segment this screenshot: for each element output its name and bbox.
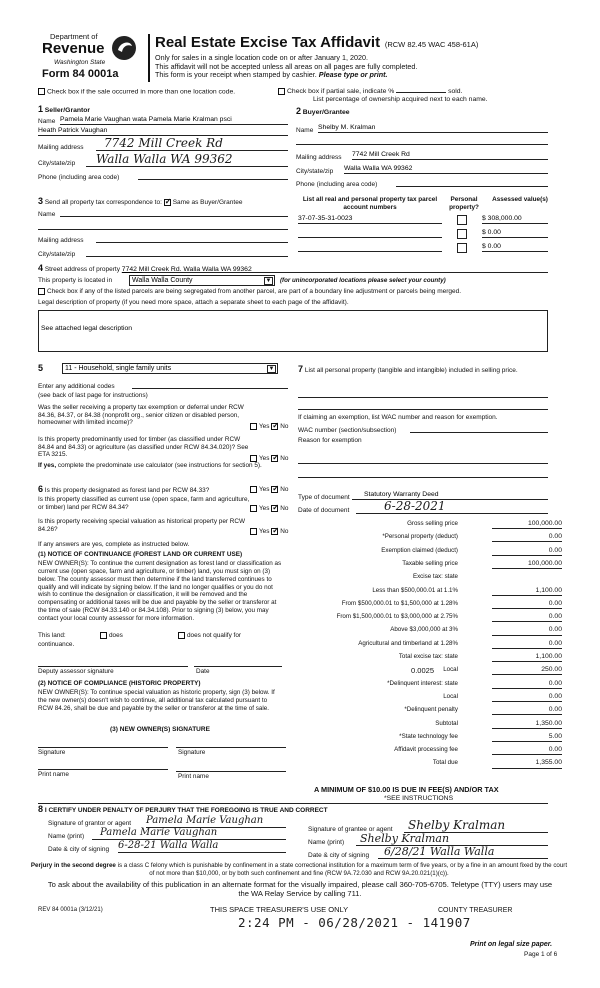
tax-row-label: Excise tax: state bbox=[412, 573, 458, 581]
parcel-number-3[interactable] bbox=[298, 243, 442, 252]
local-rate-value: 0.0025 bbox=[411, 666, 434, 676]
tax-row-value[interactable]: 0.00 bbox=[492, 613, 562, 622]
deputy-date-field[interactable] bbox=[194, 659, 282, 667]
this-land-label: This land: bbox=[38, 632, 66, 639]
seller-address-value[interactable]: 7742 Mill Creek Rd bbox=[96, 136, 288, 151]
tax-row-label: Total excise tax: state bbox=[398, 653, 458, 660]
historic-no-checkbox[interactable] bbox=[271, 528, 278, 535]
tax-row-value[interactable]: 0.00 bbox=[492, 746, 562, 755]
seller-address-label: Mailing address bbox=[38, 144, 84, 151]
additional-codes-note: (see back of last page for instructions) bbox=[38, 392, 148, 399]
exemption-reason-field-1[interactable] bbox=[298, 456, 548, 464]
revision-number: REV 84 0001a (3/12/21) bbox=[38, 907, 103, 913]
header-note-1: Only for sales in a single location code on or after January 1, 2020. bbox=[155, 53, 368, 62]
section8-top-line bbox=[38, 803, 548, 804]
page-number: Page 1 of 6 bbox=[524, 951, 558, 958]
current-use-no-label: No bbox=[280, 505, 289, 513]
grantor-signature-value[interactable]: Pamela Marie Vaughan bbox=[146, 815, 286, 828]
see-instructions-note: *SEE INSTRUCTIONS bbox=[384, 795, 454, 802]
tax-row-label: Agricultural and timberland at 1.28% bbox=[358, 639, 458, 647]
timber-question: Is this property predominantly used for timber (as classified under RCW 84.84 and 84.33) or agriculture (as classified under RCW 84.34.020)? See ETA 3215. bbox=[38, 436, 249, 459]
timber-if-yes: If yes, bbox=[38, 462, 57, 469]
land-does-checkbox[interactable] bbox=[100, 632, 107, 639]
personal-col-header: Personal property? bbox=[449, 196, 479, 211]
current-use-yes-checkbox[interactable] bbox=[250, 505, 257, 512]
section8-number: 8 bbox=[38, 804, 44, 814]
additional-codes-field[interactable] bbox=[132, 381, 288, 389]
tax-row-value[interactable]: 1,100.00 bbox=[492, 587, 562, 596]
tax-row-label: *State technology fee bbox=[399, 732, 458, 740]
historic-question: Is this property receiving special valuation as historical property per RCW 84.26? bbox=[38, 518, 246, 533]
continuance-text: NEW OWNER(S): To continue the current designation as forest land or classification as current use (open space, farm and agriculture, or timber) land, you must sign on (3) below. The county assessor must then determine if the land transferred continues to qualify and will indicate by signing below. If the land no longer qualifies or you do not wish to continue the designation or classification, it will be removed and the compensating or additional taxes will be due and payable by the seller or transferor at the time of sale (RCW 84.33.140 or 84.34.108). Prior to signing (3) below, you may contact your local county assessor for more information. bbox=[38, 560, 282, 623]
new-owner-signature-2[interactable] bbox=[176, 740, 286, 748]
assessed-value-3[interactable]: $ 0.00 bbox=[482, 243, 548, 252]
tax-row bbox=[300, 587, 562, 599]
section3-heading bbox=[38, 196, 242, 207]
legal-description-box[interactable] bbox=[38, 310, 548, 352]
historic-yes-checkbox[interactable] bbox=[250, 528, 257, 535]
tax-row bbox=[300, 573, 562, 585]
personal-property-field-2[interactable] bbox=[298, 402, 548, 410]
grantee-name-print-value[interactable]: Shelby Kralman bbox=[356, 832, 548, 846]
tax-row-value[interactable]: 0.00 bbox=[492, 693, 562, 702]
alternate-format-notice: To ask about the availability of this publication in an alternate format for the visually impaired, please call 360-705-6705. Teletype (TTY) users may use the WA Relay Service by calling 711. bbox=[47, 880, 553, 898]
form-title: Real Estate Excise Tax Affidavit bbox=[155, 34, 381, 51]
use-code-value: 11 - Household, single family units bbox=[65, 365, 172, 372]
timber-no-label: No bbox=[280, 455, 289, 463]
dept-line1: Department of bbox=[50, 32, 98, 41]
section3-name-field[interactable] bbox=[60, 209, 288, 217]
wac-number-field[interactable] bbox=[410, 425, 548, 433]
historic-yes-label: Yes bbox=[259, 528, 270, 536]
tax-row bbox=[300, 680, 562, 692]
claim-exemption-label: If claiming an exemption, list WAC number and reason for exemption. bbox=[298, 414, 498, 421]
legal-label: Legal description of property (if you need more space, attach a separate sheet to each page of the affidavit). bbox=[38, 299, 349, 306]
tax-row-value[interactable]: 0.00 bbox=[492, 533, 562, 542]
tax-row bbox=[300, 626, 562, 638]
buyer-name-label: Name bbox=[296, 127, 314, 134]
seller-city-value[interactable]: Walla Walla WA 99362 bbox=[86, 152, 288, 167]
grantor-date-city-value[interactable]: 6-28-21 Walla Walla bbox=[118, 840, 286, 853]
personal-property-field-1[interactable] bbox=[298, 390, 548, 398]
tax-row bbox=[300, 693, 562, 705]
form-title-block bbox=[155, 34, 565, 80]
grantor-signature-label: Signature of grantor or agent bbox=[48, 820, 132, 827]
land-does-not-row bbox=[178, 632, 241, 640]
historic-yes-no bbox=[250, 528, 288, 536]
parcel-number-2[interactable] bbox=[298, 229, 442, 238]
section3-name-line2[interactable] bbox=[38, 222, 288, 230]
signature-label-2: Signature bbox=[178, 749, 206, 756]
seller-city-label: City/state/zip bbox=[38, 160, 76, 167]
multi-location-check-row bbox=[38, 88, 235, 96]
compliance-heading: (2) NOTICE OF COMPLIANCE (HISTORIC PROPERTY) bbox=[38, 680, 201, 687]
county-note: (for unincorporated locations please select your county) bbox=[280, 277, 446, 284]
new-owner-print-1[interactable] bbox=[38, 762, 168, 770]
seller-heading bbox=[38, 104, 90, 115]
street-value[interactable]: 7742 Mill Creek Rd. Walla Walla WA 99362 bbox=[121, 266, 252, 273]
continuance-word: continuance. bbox=[38, 641, 75, 648]
current-use-no-checkbox[interactable] bbox=[271, 505, 278, 512]
exemption-reason-field-2[interactable] bbox=[298, 470, 548, 478]
buyer-heading bbox=[296, 106, 350, 117]
tax-row-value[interactable]: 250.00 bbox=[492, 666, 562, 675]
tax-row bbox=[300, 759, 562, 771]
header-note-3-italic: Please type or print. bbox=[318, 70, 388, 80]
treasurer-use-label: THIS SPACE TREASURER'S USE ONLY bbox=[210, 905, 349, 914]
certify-text: I CERTIFY UNDER PENALTY OF PERJURY THAT THE FOREGOING IS TRUE AND CORRECT bbox=[44, 807, 328, 814]
exemption-yes-checkbox[interactable] bbox=[250, 423, 257, 430]
certify-row bbox=[38, 804, 328, 815]
assessed-col-header: Assessed value(s) bbox=[492, 196, 548, 203]
tax-row-label: Local bbox=[443, 666, 458, 674]
tax-row bbox=[300, 560, 562, 572]
tax-row bbox=[300, 520, 562, 532]
doc-type-value[interactable]: Statutory Warranty Deed bbox=[352, 491, 548, 500]
seller-name-line1[interactable]: Pamela Marie Vaughan wata Pamela Marie Kralman psci bbox=[60, 116, 288, 125]
forest-question: Is this property designated as forest land per RCW 84.33? bbox=[44, 487, 210, 494]
tax-row bbox=[300, 746, 562, 758]
section7-row bbox=[298, 364, 548, 375]
tax-row-value[interactable]: 0.00 bbox=[492, 680, 562, 689]
section7-number: 7 bbox=[298, 364, 304, 374]
forest-no-label: No bbox=[280, 486, 289, 494]
new-owner-print-2[interactable] bbox=[176, 764, 286, 772]
land-does-not-label: does not qualify for bbox=[187, 632, 241, 640]
section3-label: Send all property tax correspondence to: bbox=[44, 199, 162, 206]
tax-row-label: Less than $500,000.01 at 1.1% bbox=[372, 586, 458, 594]
buyer-city-value[interactable]: Walla Walla WA 99362 bbox=[344, 165, 548, 174]
seller-heading-label: Seller/Grantor bbox=[44, 107, 91, 114]
use-code-select[interactable] bbox=[62, 363, 278, 374]
compliance-text: NEW OWNER(S): To continue special valuation as historic property, sign (3) below. If the new owner(s) doesn't wish to continue, all additional tax calculated pursuant to RCW 84.26, shall be due and payable by the seller or transferor at the time of sale. bbox=[38, 689, 275, 712]
seller-phone-label: Phone (including area code) bbox=[38, 174, 120, 181]
section3-address-label: Mailing address bbox=[38, 237, 84, 244]
wac-number-label: WAC number (section/subsection) bbox=[298, 427, 397, 434]
partial-sale-percent-field[interactable] bbox=[396, 87, 446, 93]
tax-row-label: Affidavit processing fee bbox=[394, 746, 458, 754]
perjury-text: is a class C felony which is punishable by confinement in a state correctional institution for a maximum term of five years, or by a fine in an amount fixed by the court of not more than $10,000, or by both such confinement and fine (RCW 9A.72.030 and RCW 9A.20.021(1)(c)). bbox=[117, 862, 568, 877]
new-owner-signature-heading: (3) NEW OWNER(S) SIGNATURE bbox=[110, 726, 210, 733]
grantee-signature-label: Signature of grantee or agent bbox=[308, 826, 393, 833]
section3-city-field[interactable] bbox=[86, 249, 288, 257]
assessed-value-2[interactable]: $ 0.00 bbox=[482, 229, 548, 238]
grantee-date-city-value[interactable]: 6/28/21 Walla Walla bbox=[378, 845, 548, 859]
seller-name-label: Name bbox=[38, 118, 56, 125]
land-does-not-checkbox[interactable] bbox=[178, 632, 185, 639]
exemption-yes-label: Yes bbox=[259, 423, 270, 431]
buyer-phone-label: Phone (including area code) bbox=[296, 181, 378, 188]
exemption-no-label: No bbox=[280, 423, 289, 431]
street-label: Street address of property bbox=[44, 266, 120, 273]
signature-label-1: Signature bbox=[38, 749, 66, 756]
tax-row bbox=[300, 640, 562, 652]
tax-row bbox=[300, 533, 562, 545]
parcel-number-1[interactable]: 37-07-35-31-0023 bbox=[298, 215, 442, 224]
forest-no-checkbox[interactable] bbox=[271, 486, 278, 493]
tax-row bbox=[300, 653, 562, 665]
state-name: Washington State bbox=[54, 59, 106, 66]
grantor-name-print-label: Name (print) bbox=[48, 833, 85, 840]
tax-row bbox=[300, 600, 562, 612]
minimum-fee-note: A MINIMUM OF $10.00 IS DUE IN FEE(S) AND/OR TAX bbox=[314, 785, 499, 794]
assessed-value-1[interactable]: $ 308,000.00 bbox=[482, 215, 548, 224]
current-use-yes-no bbox=[250, 505, 288, 513]
buyer-phone-field[interactable] bbox=[396, 179, 548, 187]
located-label: This property is located in bbox=[38, 277, 113, 284]
multi-location-label: Check box if the sale occurred in more than one location code. bbox=[47, 88, 236, 96]
dor-logo bbox=[38, 30, 148, 82]
doc-type-label: Type of document bbox=[298, 494, 350, 501]
doc-date-label: Date of document bbox=[298, 507, 350, 514]
timber-instructions bbox=[38, 462, 278, 470]
timber-no-checkbox[interactable] bbox=[271, 455, 278, 462]
tax-row-value[interactable]: 1,355.00 bbox=[492, 759, 562, 768]
current-use-yes-label: Yes bbox=[259, 505, 270, 513]
section7-text: List all personal property (tangible and intangible) included in selling price. bbox=[304, 367, 518, 374]
deputy-date-label: Date bbox=[196, 668, 210, 675]
parcel-col-header: List all real and personal property tax parcel account numbers bbox=[302, 196, 438, 211]
section4-number: 4 bbox=[38, 263, 44, 273]
legal-size-note: Print on legal size paper. bbox=[470, 941, 553, 948]
tax-row-value[interactable]: 0.00 bbox=[492, 547, 562, 556]
segregated-checkbox[interactable] bbox=[38, 288, 45, 295]
print-name-label-2: Print name bbox=[178, 773, 209, 780]
print-name-label-1: Print name bbox=[38, 771, 69, 778]
land-does-row bbox=[100, 632, 123, 640]
doc-date-value[interactable]: 6-28-2021 bbox=[356, 499, 548, 514]
county-treasurer-label: COUNTY TREASURER bbox=[438, 907, 513, 914]
sold-label: sold. bbox=[448, 88, 463, 95]
grantee-date-city-label: Date & city of signing bbox=[308, 852, 370, 859]
tax-row-value[interactable]: 0.00 bbox=[492, 640, 562, 649]
forest-yes-checkbox[interactable] bbox=[250, 486, 257, 493]
deputy-signature-field[interactable] bbox=[38, 659, 188, 667]
section5-number: 5 bbox=[38, 363, 44, 373]
additional-codes-label: Enter any additional codes bbox=[38, 383, 115, 390]
deputy-signature-label: Deputy assessor signature bbox=[38, 668, 114, 675]
same-as-buyer-label: Same as Buyer/Grantee bbox=[172, 199, 243, 206]
county-select[interactable] bbox=[129, 275, 275, 286]
section6-instructions: If any answers are yes, complete as instructed below. bbox=[38, 541, 190, 548]
tax-row-value[interactable]: 0.00 bbox=[492, 706, 562, 715]
tax-row-value[interactable]: 100,000.00 bbox=[492, 560, 562, 569]
timber-yes-label: Yes bbox=[259, 455, 270, 463]
seller-phone-field[interactable] bbox=[138, 172, 288, 180]
use-code-dropdown-icon[interactable]: ▼ bbox=[268, 366, 275, 372]
buyer-heading-label: Buyer/Grantee bbox=[302, 109, 350, 116]
seller-section-number: 1 bbox=[38, 104, 44, 114]
form-rcw: (RCW 82.45 WAC 458-61A) bbox=[384, 40, 479, 49]
forest-yes-no bbox=[250, 486, 288, 494]
grantee-name-print-label: Name (print) bbox=[308, 839, 345, 846]
buyer-name-value[interactable]: Shelby M. Kralman bbox=[318, 124, 548, 133]
current-use-question: Is this property classified as current use (open space, farm and agriculture, or timber) land per RCW 84.34? bbox=[38, 496, 250, 511]
new-owner-signature-1[interactable] bbox=[38, 740, 168, 748]
tax-row bbox=[300, 733, 562, 745]
county-dropdown-icon[interactable]: ▼ bbox=[265, 278, 272, 284]
tax-row-label: Local bbox=[443, 692, 458, 700]
personal-checkbox-1[interactable] bbox=[457, 215, 467, 225]
header-note-3-row bbox=[155, 71, 565, 80]
tax-row-label: *Delinquent interest: state bbox=[387, 679, 458, 687]
land-does-label: does bbox=[109, 632, 123, 640]
county-value: Walla Walla County bbox=[132, 277, 193, 284]
tax-row-label: Subtotal bbox=[435, 719, 458, 727]
header-note-2: This affidavit will not be accepted unless all areas on all pages are fully completed. bbox=[155, 61, 418, 71]
tax-row-value[interactable]: 5.00 bbox=[492, 733, 562, 742]
buyer-address-value[interactable]: 7742 Mill Creek Rd bbox=[352, 151, 548, 160]
tax-row-label: Exemption claimed (deduct) bbox=[381, 546, 458, 554]
buyer-section-number: 2 bbox=[296, 106, 302, 116]
forest-question-row bbox=[38, 484, 209, 495]
section3-number: 3 bbox=[38, 196, 44, 206]
ownership-note: List percentage of ownership acquired next to each name. bbox=[313, 96, 488, 103]
historic-no-label: No bbox=[280, 528, 289, 536]
tax-row bbox=[300, 720, 562, 732]
tax-row bbox=[300, 613, 562, 625]
section3-city-label: City/state/zip bbox=[38, 251, 76, 258]
forest-yes-label: Yes bbox=[259, 486, 270, 494]
personal-checkbox-2[interactable] bbox=[457, 229, 467, 239]
tax-row-value[interactable]: 0.00 bbox=[492, 600, 562, 609]
header-note-3: This form is your receipt when stamped by cashier. bbox=[155, 70, 317, 80]
buyer-city-label: City/state/zip bbox=[296, 168, 334, 175]
tax-row-label: *Personal property (deduct) bbox=[382, 533, 458, 541]
tax-row-label: Above $3,000,000 at 3% bbox=[390, 626, 458, 634]
perjury-bold: Perjury in the second degree bbox=[30, 862, 116, 869]
buyer-address-label: Mailing address bbox=[296, 154, 342, 161]
section3-name-label: Name bbox=[38, 211, 56, 218]
tax-row bbox=[300, 706, 562, 718]
continuance-heading: (1) NOTICE OF CONTINUANCE (FOREST LAND OR CURRENT USE) bbox=[38, 551, 243, 558]
street-underline bbox=[142, 272, 548, 273]
legal-description-value: See attached legal description bbox=[41, 325, 133, 332]
tax-row-value[interactable]: 0.00 bbox=[492, 626, 562, 635]
same-as-buyer-checkbox[interactable] bbox=[164, 199, 171, 206]
seller-name-line2[interactable]: Heath Patrick Vaughan bbox=[38, 127, 288, 136]
tax-row-label: From $500,000.01 to $1,500,000 at 1.28% bbox=[341, 599, 458, 607]
exemption-yes-no bbox=[250, 423, 288, 431]
header-divider bbox=[148, 34, 150, 82]
segregated-label: Check box if any of the listed parcels are being segregated from another parcel, are part of a boundary line adjustment or parcels being merged. bbox=[47, 288, 462, 296]
tax-row-value[interactable]: 100,000.00 bbox=[492, 520, 562, 529]
tax-row bbox=[300, 547, 562, 559]
segregated-row bbox=[38, 288, 461, 296]
grantor-name-print-value[interactable]: Pamela Marie Vaughan bbox=[92, 827, 286, 840]
timber-instructions-text: complete the predominate use calculator (see instructions for section 5). bbox=[57, 462, 262, 469]
tax-row-label: Total due bbox=[432, 759, 458, 767]
section3-address-field[interactable] bbox=[96, 235, 288, 243]
partial-sale-label: Check box if partial sale, indicate % bbox=[287, 88, 395, 95]
exemption-reason-label: Reason for exemption bbox=[298, 437, 362, 444]
tax-row-value[interactable]: 1,100.00 bbox=[492, 653, 562, 662]
perjury-notice bbox=[30, 862, 568, 878]
timber-yes-checkbox[interactable] bbox=[250, 455, 257, 462]
multi-location-checkbox[interactable] bbox=[38, 88, 45, 95]
tax-row-label: Gross selling price bbox=[407, 520, 458, 527]
tax-row-label: Taxable selling price bbox=[402, 559, 458, 567]
partial-sale-checkbox[interactable] bbox=[278, 88, 285, 95]
grantee-signature-value[interactable]: Shelby Kralman bbox=[404, 818, 548, 833]
dept-line2: Revenue bbox=[42, 40, 105, 57]
tax-row-label: *Delinquent penalty bbox=[404, 706, 458, 714]
tax-row bbox=[300, 666, 562, 678]
treasurer-stamp: 2:24 PM - 06/28/2021 - 141907 bbox=[238, 915, 471, 930]
section6-number: 6 bbox=[38, 484, 44, 494]
tax-row-label: From $1,500,000.01 to $3,000,000 at 2.75% bbox=[336, 613, 458, 621]
tax-row-value[interactable]: 1,350.00 bbox=[492, 720, 562, 729]
buyer-name-line2[interactable] bbox=[296, 137, 548, 145]
form-number: Form 84 0001a bbox=[42, 68, 119, 80]
grantor-date-city-label: Date & city of signing bbox=[48, 846, 110, 853]
partial-sale-check-row bbox=[278, 87, 462, 96]
exemption-question: Was the seller receiving a property tax exemption or deferral under RCW 84.36, 84.37, or 84.38 (nonprofit org., senior citizen or disabled person, homeowner with limited income)? bbox=[38, 404, 244, 427]
exemption-no-checkbox[interactable] bbox=[271, 423, 278, 430]
personal-checkbox-3[interactable] bbox=[457, 243, 467, 253]
dor-swirl-icon bbox=[110, 34, 138, 62]
